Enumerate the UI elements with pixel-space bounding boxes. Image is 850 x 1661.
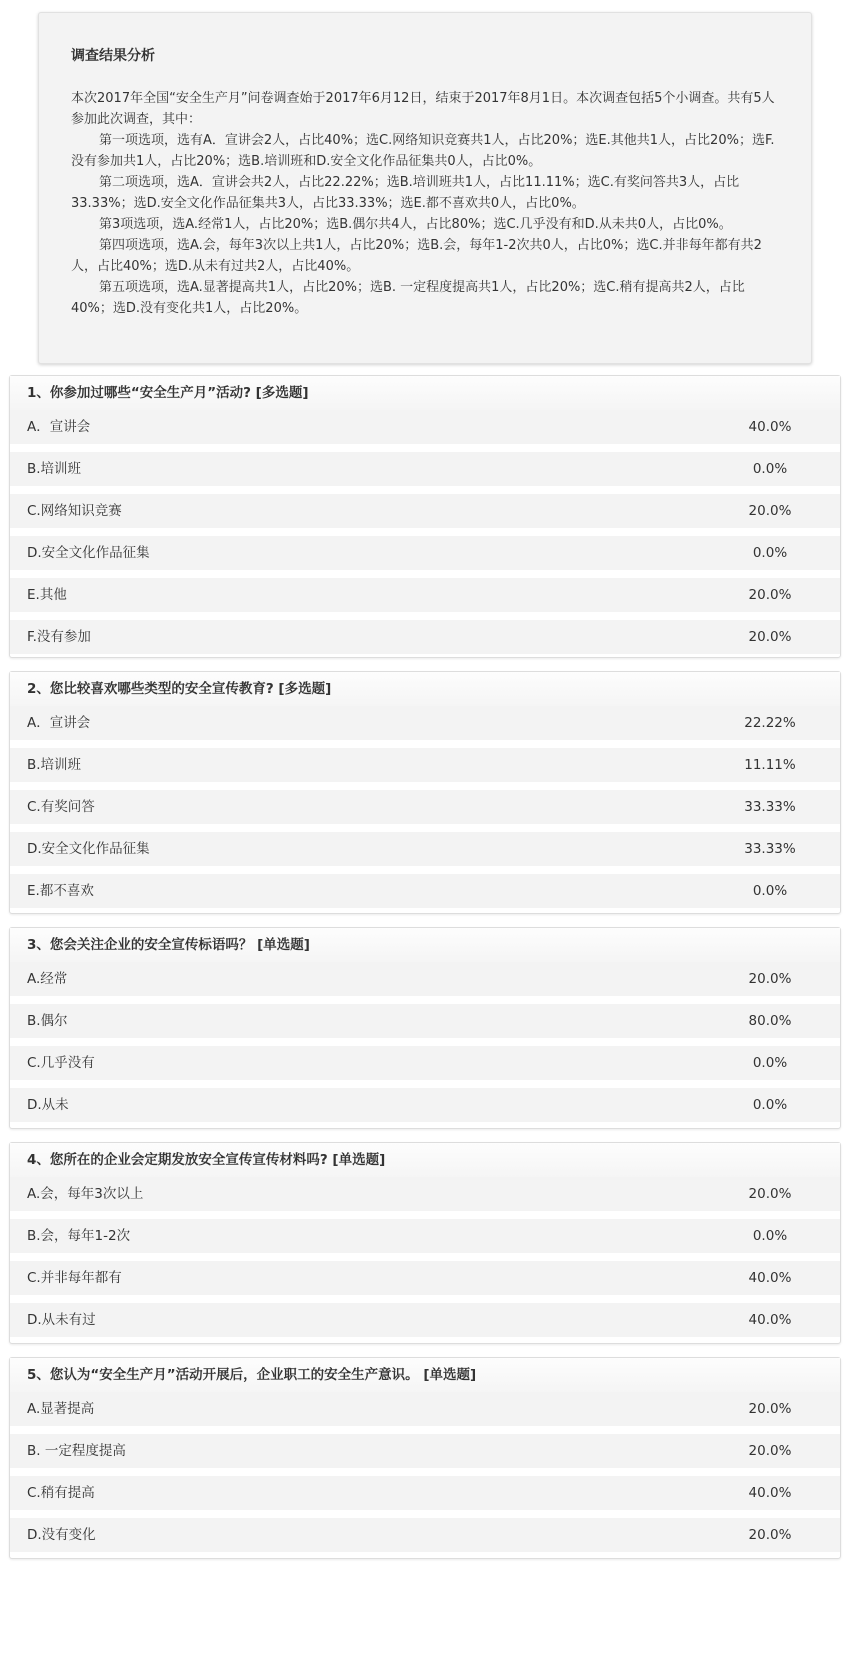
summary-item-2: 第二项选项，选A．宣讲会共2人，占比22.22%；选B.培训班共1人，占比11.11%；选C.有奖问答共3人，占比33.33%；选D.安全文化作品征集共3人，占比33.33%；选E.都不喜欢共0人，占比0%。 [71, 175, 740, 211]
question-title: 1、你参加过哪些“安全生产月”活动? [多选题] [10, 376, 840, 410]
option-percentage: 40.0% [748, 1312, 792, 1328]
option-label: D.安全文化作品征集 [27, 841, 150, 857]
option-row [10, 410, 840, 444]
question-card-2 [9, 671, 841, 914]
option-percentage: 20.0% [748, 1527, 792, 1543]
option-label: A.显著提高 [27, 1401, 95, 1417]
option-row [10, 1219, 840, 1253]
option-percentage: 20.0% [748, 587, 792, 603]
option-percentage: 11.11% [744, 757, 796, 773]
option-label: D.没有变化 [27, 1527, 96, 1543]
option-percentage: 22.22% [744, 715, 796, 731]
option-row [10, 1261, 840, 1295]
option-row [10, 494, 840, 528]
option-row [10, 1518, 840, 1552]
option-row [10, 874, 840, 908]
summary-item-1: 第一项选项，选有A．宣讲会2人，占比40%；选C.网络知识竞赛共1人，占比20%；选E.其他共1人，占比20%；选F.没有参加共1人，占比20%；选B.培训班和D.安全文化作品征集共0人，占比0%。 [71, 133, 775, 169]
option-row [10, 536, 840, 570]
option-row [10, 1392, 840, 1426]
option-row [10, 1004, 840, 1038]
option-label: C.有奖问答 [27, 799, 95, 815]
option-label: A.经常 [27, 971, 68, 987]
option-percentage: 20.0% [748, 1443, 792, 1459]
option-label: B.会，每年1-2次 [27, 1228, 131, 1244]
option-percentage: 0.0% [752, 1055, 788, 1071]
option-label: A.会，每年3次以上 [27, 1186, 144, 1202]
option-row [10, 578, 840, 612]
option-row [10, 790, 840, 824]
option-label: B.培训班 [27, 757, 82, 773]
option-row [10, 706, 840, 740]
option-row [10, 748, 840, 782]
option-percentage: 33.33% [744, 799, 796, 815]
option-row [10, 620, 840, 654]
option-percentage: 0.0% [752, 545, 788, 561]
question-card-1 [9, 375, 841, 658]
option-percentage: 40.0% [748, 1485, 792, 1501]
option-label: A．宣讲会 [27, 715, 91, 731]
option-label: B.培训班 [27, 461, 82, 477]
option-label: A．宣讲会 [27, 419, 91, 435]
option-row [10, 962, 840, 996]
option-label: D.从未有过 [27, 1312, 96, 1328]
option-label: E.其他 [27, 587, 67, 603]
option-percentage: 0.0% [752, 461, 788, 477]
summary-text [71, 88, 779, 319]
option-label: E.都不喜欢 [27, 883, 94, 899]
option-row [10, 1177, 840, 1211]
option-percentage: 40.0% [748, 419, 792, 435]
summary-item-3: 第3项选项，选A.经常1人，占比20%；选B.偶尔共4人，占比80%；选C.几乎没有和D.从未共0人，占比0%。 [99, 217, 732, 232]
option-row [10, 1303, 840, 1337]
survey-summary-panel [38, 12, 812, 364]
option-percentage: 20.0% [748, 971, 792, 987]
option-label: D.从未 [27, 1097, 69, 1113]
question-card-3 [9, 927, 841, 1129]
option-percentage: 20.0% [748, 1401, 792, 1417]
summary-intro: 本次2017年全国“安全生产月”问卷调查始于2017年6月12日，结束于2017年8月1日。本次调查包括5个小调查。共有5人参加此次调查，其中： [71, 91, 775, 127]
summary-title: 调查结果分析 [71, 48, 155, 64]
question-title: 4、您所在的企业会定期发放安全宣传宣传材料吗? [单选题] [10, 1143, 840, 1177]
option-percentage: 20.0% [748, 503, 792, 519]
option-row [10, 1434, 840, 1468]
option-row [10, 832, 840, 866]
summary-item-5: 第五项选项，选A.显著提高共1人，占比20%；选B. 一定程度提高共1人，占比20%；选C.稍有提高共2人，占比40%；选D.没有变化共1人，占比20%。 [71, 280, 745, 316]
option-percentage: 20.0% [748, 629, 792, 645]
question-card-5 [9, 1357, 841, 1559]
option-row [10, 1046, 840, 1080]
option-row [10, 1088, 840, 1122]
option-row [10, 1476, 840, 1510]
option-label: B.偶尔 [27, 1013, 68, 1029]
question-card-4 [9, 1142, 841, 1344]
option-percentage: 33.33% [744, 841, 796, 857]
question-title: 5、您认为“安全生产月”活动开展后，企业职工的安全生产意识。 [单选题] [10, 1358, 840, 1392]
option-label: C.几乎没有 [27, 1055, 95, 1071]
option-percentage: 0.0% [752, 1097, 788, 1113]
option-label: B. 一定程度提高 [27, 1443, 126, 1459]
option-row [10, 452, 840, 486]
option-label: D.安全文化作品征集 [27, 545, 150, 561]
option-percentage: 20.0% [748, 1186, 792, 1202]
option-percentage: 0.0% [752, 1228, 788, 1244]
option-percentage: 80.0% [748, 1013, 792, 1029]
option-label: F.没有参加 [27, 629, 91, 645]
option-percentage: 0.0% [752, 883, 788, 899]
option-label: C.并非每年都有 [27, 1270, 122, 1286]
option-percentage: 40.0% [748, 1270, 792, 1286]
option-label: C.网络知识竞赛 [27, 503, 122, 519]
question-title: 2、您比较喜欢哪些类型的安全宣传教育? [多选题] [10, 672, 840, 706]
question-title: 3、您会关注企业的安全宣传标语吗？ [单选题] [10, 928, 840, 962]
summary-item-4: 第四项选项，选A.会，每年3次以上共1人，占比20%；选B.会，每年1-2次共0人，占比0%；选C.并非每年都有共2人，占比40%；选D.从未有过共2人，占比40%。 [71, 238, 762, 274]
option-label: C.稍有提高 [27, 1485, 95, 1501]
